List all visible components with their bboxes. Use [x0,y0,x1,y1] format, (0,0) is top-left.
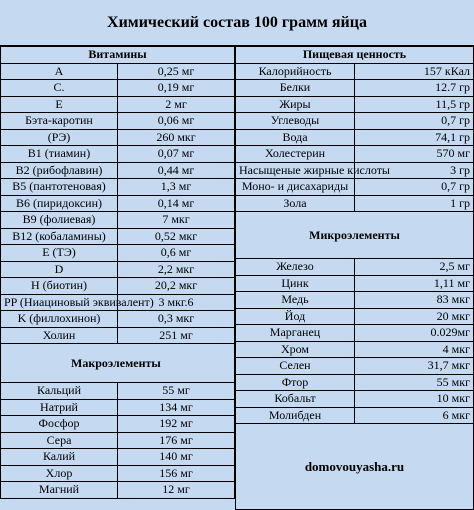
table-row [236,275,474,292]
table-row [1,113,235,130]
nutrition-value: 0,7 гр [355,113,474,130]
vitamin-name: Бэта-каротин [1,113,118,130]
micro-value: 2,5 мг [355,259,474,276]
table-row [236,96,474,113]
vitamin-name: E (ТЭ) [1,245,118,262]
vitamin-name: Холин [1,327,118,344]
micro-value: 31,7 мкг [355,358,474,375]
table-row [236,63,474,80]
nutrition-value: 12.7 гр [355,80,474,97]
table-row [236,374,474,391]
nutrition-value: 11,5 гр [355,96,474,113]
table-row [1,482,235,499]
page-title: Химический состав 100 грамм яйца [0,0,474,46]
micro-name: Хром [236,341,355,358]
table-row [1,327,235,344]
vitamin-value: 20,2 мкг [118,278,235,295]
table-row [1,162,235,179]
table-row [1,449,235,466]
table-row [236,146,474,163]
macro-name: Кальций [1,383,118,400]
nutrition-name: Калорийность [236,63,355,80]
vitamin-value: 0,06 мг [118,113,235,130]
macro-value: 134 мг [118,399,235,416]
table-row [236,113,474,130]
table-row [1,416,235,433]
table-row [236,308,474,325]
micro-value: 55 мкг [355,374,474,391]
vitamin-name: B9 (фолиевая) [1,212,118,229]
table-row [1,96,235,113]
vitamin-value: 0,19 мг [118,80,235,97]
micro-name: Кобальт [236,391,355,408]
vitamin-name: B6 (пиридоксин) [1,195,118,212]
vitamin-value: 260 мкг [118,129,235,146]
vitamin-name: B12 (кобаламины) [1,228,118,245]
table-row [1,129,235,146]
macro-name: Сера [1,432,118,449]
micro-value: 20 мкг [355,308,474,325]
nutrition-name: Зола [236,195,355,212]
nutrition-name: Насыщеные жирные кислоты [236,162,355,179]
nutrition-name: Моно- и дисахариды [236,179,355,196]
table-row [236,129,474,146]
vitamin-name: B1 (тиамин) [1,146,118,163]
macro-name: Натрий [1,399,118,416]
table-row [1,311,235,328]
table-row [1,179,235,196]
vitamin-name: B5 (пантотеновая) [1,179,118,196]
micro-name: Железо [236,259,355,276]
macro-header: Макроэлементы [1,344,235,383]
table-row [1,432,235,449]
vitamin-value: 0,25 мг [118,63,235,80]
micro-name: Цинк [236,275,355,292]
vitamin-value: 0,14 мг [118,195,235,212]
macro-name: Магний [1,482,118,499]
macro-name: Хлор [1,465,118,482]
table-row [1,261,235,278]
right-column-table [235,46,474,510]
vitamin-value: 0,3 мкг [118,311,235,328]
table-row [236,391,474,408]
nutrition-value: 0,7 гр [355,179,474,196]
nutrition-value: 74,1 гр [355,129,474,146]
left-column-table [0,46,235,499]
micro-value: 6 мкг [355,407,474,424]
vitamin-value: 7 мкг [118,212,235,229]
table-row [236,195,474,212]
nutrition-value: 157 кКал [355,63,474,80]
table-row [1,465,235,482]
table-row [1,63,235,80]
macro-name: Фосфор [1,416,118,433]
vitamin-value: 251 мг [118,327,235,344]
nutrition-value: 570 мг [355,146,474,163]
micro-value: 83 мкг [355,292,474,309]
micro-value: 1,11 мг [355,275,474,292]
vitamin-value: 0,07 мг [118,146,235,163]
nutrition-value: 1 гр [355,195,474,212]
nutrition-value: 3 гр [355,162,474,179]
nutrition-name: Холестерин [236,146,355,163]
table-row [236,358,474,375]
table-row [1,294,235,311]
nutrition-name: Белки [236,80,355,97]
micro-value: 4 мкг [355,341,474,358]
vitamin-value: 3 мкг.6 [118,294,235,311]
nutrition-name: Углеводы [236,113,355,130]
nutrition-name: Вода [236,129,355,146]
micro-header: Микроэлементы [236,212,474,259]
macro-name: Калий [1,449,118,466]
table-row [1,245,235,262]
table-row [1,195,235,212]
micro-value: 10 мкг [355,391,474,408]
table-row [236,341,474,358]
micro-name: Йод [236,308,355,325]
vitamin-name: K (филлохинон) [1,311,118,328]
table-row [236,407,474,424]
table-row [236,80,474,97]
macro-value: 12 мг [118,482,235,499]
table-row [236,162,474,179]
macro-value: 140 мг [118,449,235,466]
vitamin-name: H (биотин) [1,278,118,295]
table-row [1,399,235,416]
site-watermark: domovouyasha.ru [236,424,474,510]
vitamin-name: C. [1,80,118,97]
macro-value: 176 мг [118,432,235,449]
micro-name: Селен [236,358,355,375]
vitamin-name: PP (Ниациновый эквивалент) [1,294,118,311]
nutrition-header: Пищевая ценность [236,47,474,64]
vitamin-value: 2,2 мкг [118,261,235,278]
macro-value: 55 мг [118,383,235,400]
micro-value: 0.029мг [355,325,474,342]
macro-value: 192 мг [118,416,235,433]
table-row [1,80,235,97]
vitamin-value: 2 мг [118,96,235,113]
vitamin-name: B2 (рибофлавин) [1,162,118,179]
table-row [1,212,235,229]
vitamin-name: D [1,261,118,278]
vitamins-header: Витамины [1,47,235,64]
table-row [236,259,474,276]
vitamin-value: 0,44 мг [118,162,235,179]
vitamin-name: A [1,63,118,80]
vitamin-value: 0,6 мг [118,245,235,262]
macro-value: 156 мг [118,465,235,482]
vitamin-name: (РЭ) [1,129,118,146]
vitamin-name: E [1,96,118,113]
micro-name: Медь [236,292,355,309]
table-row [1,146,235,163]
table-row [1,383,235,400]
table-row [236,292,474,309]
table-row [236,325,474,342]
micro-name: Фтор [236,374,355,391]
table-row [1,228,235,245]
nutrition-name: Жиры [236,96,355,113]
table-row [236,179,474,196]
vitamin-value: 1,3 мг [118,179,235,196]
table-row [1,278,235,295]
micro-name: Марганец [236,325,355,342]
micro-name: Молибден [236,407,355,424]
vitamin-value: 0,52 мкг [118,228,235,245]
